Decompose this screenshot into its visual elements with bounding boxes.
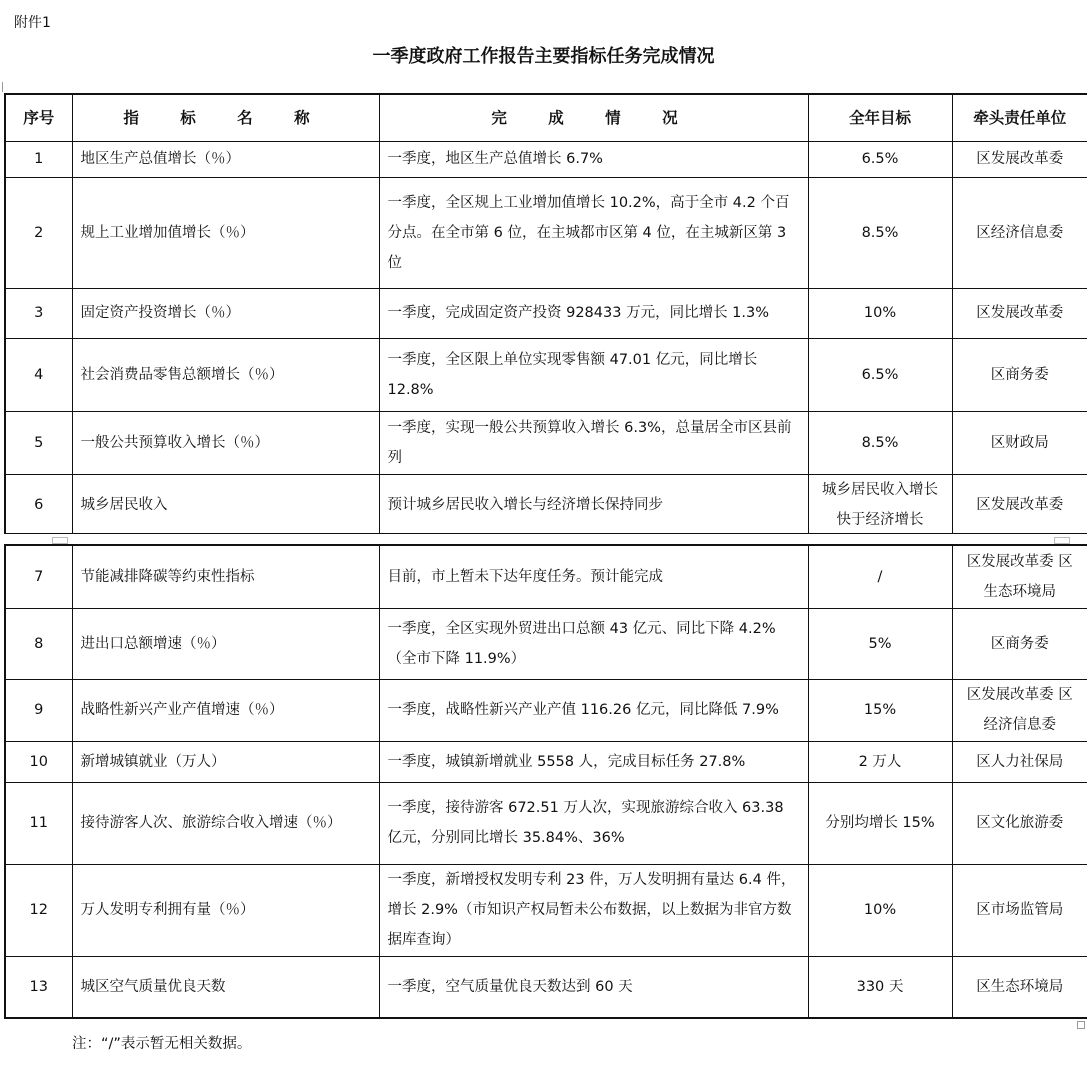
row-indicator-name: 社会消费品零售总额增长（％）: [72, 338, 379, 411]
table-row: [5, 545, 1087, 608]
page-corner-mark: [2, 82, 3, 92]
header-status: 完 成 情 况: [379, 94, 808, 141]
row-index: 2: [5, 177, 72, 288]
row-indicator-name: 接待游客人次、旅游综合收入增速（％）: [72, 782, 379, 864]
page-corner-mark: [1077, 1021, 1085, 1029]
row-target: 330 天: [808, 956, 952, 1018]
table-row: [5, 956, 1087, 1018]
row-target: /: [808, 545, 952, 608]
table-row: [5, 741, 1087, 782]
row-index: 7: [5, 545, 72, 608]
row-status: 目前，市上暂未下达年度任务。预计能完成: [379, 545, 808, 608]
row-lead-unit: 区发展改革委: [952, 141, 1087, 177]
row-indicator-name: 城区空气质量优良天数: [72, 956, 379, 1018]
table-row: [5, 338, 1087, 411]
table-row: [5, 608, 1087, 679]
row-indicator-name: 进出口总额增速（％）: [72, 608, 379, 679]
row-status: 一季度，接待游客 672.51 万人次，实现旅游综合收入 63.38 亿元，分别同比增长 35.84%、36%: [379, 782, 808, 864]
table-row: [5, 474, 1087, 536]
table-row: [5, 141, 1087, 177]
table-row: [5, 288, 1087, 338]
row-indicator-name: 新增城镇就业（万人）: [72, 741, 379, 782]
page-break-marker: [52, 537, 68, 544]
header-unit: 牵头责任单位: [952, 94, 1087, 141]
row-index: 10: [5, 741, 72, 782]
row-status: 一季度，全区限上单位实现零售额 47.01 亿元，同比增长 12.8%: [379, 338, 808, 411]
row-target: 5%: [808, 608, 952, 679]
row-lead-unit: 区人力社保局: [952, 741, 1087, 782]
table-row: [5, 782, 1087, 864]
row-index: 8: [5, 608, 72, 679]
table-header-row: [5, 94, 1087, 141]
row-lead-unit: 区发展改革委: [952, 474, 1087, 536]
row-target: 6.5%: [808, 338, 952, 411]
row-status: 一季度，实现一般公共预算收入增长 6.3%，总量居全市区县前列: [379, 411, 808, 474]
row-index: 11: [5, 782, 72, 864]
row-lead-unit: 区商务委: [952, 338, 1087, 411]
row-index: 4: [5, 338, 72, 411]
row-index: 1: [5, 141, 72, 177]
row-status: 一季度，新增授权发明专利 23 件，万人发明拥有量达 6.4 件，增长 2.9%（市知识产权局暂未公布数据，以上数据为非官方数据库查询）: [379, 864, 808, 956]
attachment-label: 附件1: [14, 15, 51, 31]
row-target: 8.5%: [808, 411, 952, 474]
row-lead-unit: 区市场监管局: [952, 864, 1087, 956]
row-index: 6: [5, 474, 72, 536]
row-target: 6.5%: [808, 141, 952, 177]
row-status: 一季度，战略性新兴产业产值 116.26 亿元，同比降低 7.9%: [379, 679, 808, 741]
row-indicator-name: 固定资产投资增长（％）: [72, 288, 379, 338]
footnote: 注：“/”表示暂无相关数据。: [72, 1036, 252, 1052]
table-row: [5, 177, 1087, 288]
row-status: 一季度，全区实现外贸进出口总额 43 亿元、同比下降 4.2%（全市下降 11.9%）: [379, 608, 808, 679]
page-break-marker: [1054, 537, 1070, 544]
row-lead-unit: 区发展改革委 区经济信息委: [952, 679, 1087, 741]
row-indicator-name: 地区生产总值增长（％）: [72, 141, 379, 177]
row-index: 5: [5, 411, 72, 474]
row-lead-unit: 区文化旅游委: [952, 782, 1087, 864]
row-target: 分别均增长 15%: [808, 782, 952, 864]
row-target: 15%: [808, 679, 952, 741]
row-status: 一季度，地区生产总值增长 6.7%: [379, 141, 808, 177]
row-target: 8.5%: [808, 177, 952, 288]
row-target: 2 万人: [808, 741, 952, 782]
row-lead-unit: 区经济信息委: [952, 177, 1087, 288]
row-status: 预计城乡居民收入增长与经济增长保持同步: [379, 474, 808, 536]
row-lead-unit: 区生态环境局: [952, 956, 1087, 1018]
indicator-table-part2: [4, 544, 1087, 1019]
row-indicator-name: 战略性新兴产业产值增速（％）: [72, 679, 379, 741]
row-index: 9: [5, 679, 72, 741]
row-target: 10%: [808, 288, 952, 338]
row-index: 13: [5, 956, 72, 1018]
row-status: 一季度，全区规上工业增加值增长 10.2%，高于全市 4.2 个百分点。在全市第 6 位，在主城都市区第 4 位，在主城新区第 3 位: [379, 177, 808, 288]
row-lead-unit: 区发展改革委: [952, 288, 1087, 338]
row-status: 一季度，完成固定资产投资 928433 万元，同比增长 1.3%: [379, 288, 808, 338]
row-status: 一季度，城镇新增就业 5558 人，完成目标任务 27.8%: [379, 741, 808, 782]
row-index: 3: [5, 288, 72, 338]
row-lead-unit: 区发展改革委 区生态环境局: [952, 545, 1087, 608]
row-lead-unit: 区商务委: [952, 608, 1087, 679]
table-row: [5, 679, 1087, 741]
table-row: [5, 864, 1087, 956]
row-index: 12: [5, 864, 72, 956]
row-target: 10%: [808, 864, 952, 956]
row-lead-unit: 区财政局: [952, 411, 1087, 474]
row-indicator-name: 万人发明专利拥有量（％）: [72, 864, 379, 956]
table-row: [5, 411, 1087, 474]
page-title: 一季度政府工作报告主要指标任务完成情况: [372, 46, 715, 67]
row-indicator-name: 节能减排降碳等约束性指标: [72, 545, 379, 608]
row-status: 一季度，空气质量优良天数达到 60 天: [379, 956, 808, 1018]
row-indicator-name: 一般公共预算收入增长（％）: [72, 411, 379, 474]
row-target: 城乡居民收入增长快于经济增长: [808, 474, 952, 536]
header-index: 序号: [5, 94, 72, 141]
row-indicator-name: 城乡居民收入: [72, 474, 379, 536]
header-target: 全年目标: [808, 94, 952, 141]
indicator-table-part1: [4, 93, 1087, 537]
header-name: 指 标 名 称: [72, 94, 379, 141]
row-indicator-name: 规上工业增加值增长（％）: [72, 177, 379, 288]
